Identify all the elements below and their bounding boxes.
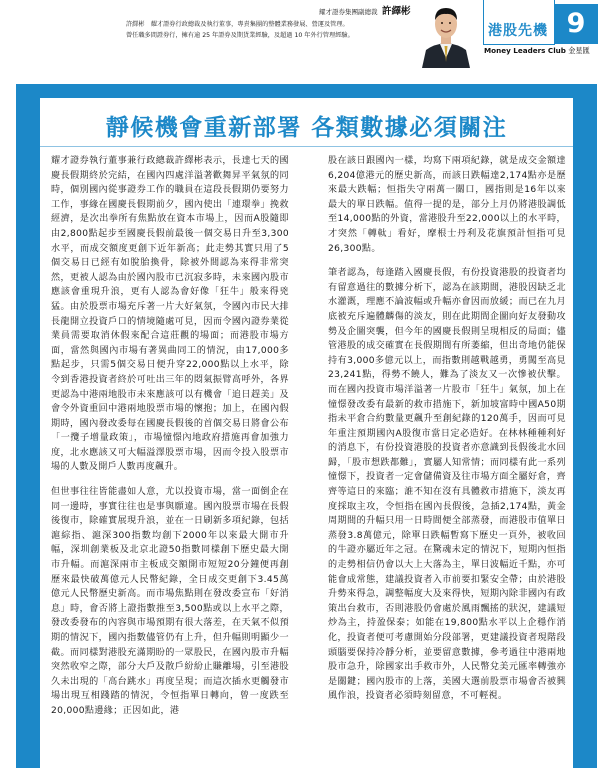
club-name-en: Money Leaders Club	[484, 46, 566, 55]
author-bio-line: 曾任職多間證券行，擁有逾 25 年證券及期貨業經驗，及超過 10 年外行管理經驗。	[126, 32, 354, 39]
section-header	[478, 0, 612, 58]
club-name-zh: 金星匯	[568, 46, 590, 55]
article-column-right	[328, 154, 566, 714]
page-header	[0, 0, 612, 72]
article-paragraph: 股在該日跟國內一樣，均寫下兩項紀錄，就是成交金額達6,204億港元的歷史新高，而該日跌幅達2,174點亦是歷來最大跌幅；恒指失守兩萬一關口，國指則是16年以來最大的單日跌幅。值得一提的是，部分上月仍將港股調低至14,000點的外資，當港股升至22,000以上的水平時，才突然「轉軚」看好，摩根士丹利及花旗預計恒指可見26,300點。	[328, 156, 566, 254]
article-column-left	[51, 154, 289, 729]
article-paragraph: 但世事往往皆能盡如人意，尤以投資市場，當一面倒企在同一邊時，事實往往也是事與願違。國內股票市場在長假後復市，除確實展現升浪，並在一日刷新多項紀錄，包括滬綜指、滬深300指數均創下2000年以來最大開市升幅，深圳創業板及北京北證50指數同樣創下歷史最大開市升幅。而滬深兩市主板成交額開市短短20分鐘便再創歷來最快破萬億元人民幣紀錄，全日成交更創下3.45萬億元人民幣歷史新高。而市場焦點則在發改委宣布「好消息」時，會否將上證指數推至3,500點或以上水平之際，發改委發布的內容與市場預期有很大落差，在天氣不似預期的情況下，國內指數儘管仍有上升，但升幅則明顯少一截。而同樣對港股充滿期盼的一眾股民，在國內股市升幅突然收窄之際，部分大戶及散戶紛紛止賺離場，引至港股久未出現的「高台跳水」再度呈現；而這次插水更觸發市場出現互相踐踏的情況，令恒指單日轉向，曾一度跌至20,000點邊緣；正因如此，港	[51, 487, 289, 716]
title-divider	[40, 146, 573, 147]
article-panel	[40, 98, 573, 768]
author-bio-line: 許繹彬 耀才證券行政總裁及執行董事，專責集團的整體業務發展、營運及管理。	[126, 21, 349, 28]
club-name	[484, 46, 590, 56]
article-frame	[16, 84, 597, 768]
author-role: 耀才證券集團副總裁	[319, 8, 378, 16]
section-title: 港股先機	[488, 23, 548, 39]
author-byline	[319, 3, 411, 17]
author-photo	[420, 0, 472, 68]
article-title: 靜候機會重新部署 各類數據必須關注	[105, 115, 508, 141]
article-paragraph: 筆者認為，每逢踏入國慶長假，有份投資港股的投資者均有留意過往的數據分析下，認為在該期間，港股因缺乏北水灌溉，理應不論波幅或升幅亦會因而放緩；而已在九月底被充斥遍體麟傷的淡友，則在此期間企圖向好友發動攻勢及企圖突襲，但今年的國慶長假則呈現相反的局面；儘管港股的成交確實在長假期間有所萎縮，但出奇地仍能保持有3,000多億元以上，而指數則越戰越勇，勇闖至高見23,241點，得勢不饒人，難為了淡友又一次慘被伏擊。而在國內投資市場洋溢著一片股市「狂牛」氣氛，加上在憧憬發改委有最新的救市措施下，新加坡富時中國A50期指未平倉合約數量更飆升至創紀錄的120萬手，因而可見年重注預期國內A股復市當日定必造好。在林林種種利好的消息下，有份投資港股的投資者亦意識到長假後北水回歸，「股市想跌都難」，實屬人知常情；而同樣有此一系列憧憬下，投資者一定會儲備資及往市場方面全屬好倉，齊齊等這日的來臨；誰不知在沒有具體救市措施下，淡友再度採取主攻，令恒指在國內長假後，急插2,174點，黃金周期間的升幅只用一日時間便全部蒸發，而港股市值單日蒸發3.8萬億元，除單日跌幅暫寫下歷史一頁外，被收回的牛證亦屬近年之冠。在驚魂未定的情況下，短期內恒指的走勢相信仍會以大上大落為主，單日波幅近千點，亦可能會成常態，建議投資者入市前要扣緊安全帶；由於港股升勢來得急，調整幅度大及來得快，短期內除非國內有政策出台救市，否則港股仍會處於風雨飄搖的狀況，建議短炒為主，持盈保泰；如能在19,800點水平以上企穩作消化，投資者便可考慮開始分段部署，更建議投資者現階段頭腦要保持冷靜分析，並要留意數據，參考過往中港兩地股市急升，除國家出手救市外，人民幣兌美元匯率轉強亦是關鍵；國內股市的上落，美國大選前股票市場會否被興風作浪，投資者必須時刻留意，不可輕視。	[328, 268, 566, 702]
page-number: 9	[554, 4, 598, 44]
author-name: 許繹彬	[382, 6, 411, 17]
article-paragraph: 耀才證券執行董事兼行政總裁許繹彬表示，長達七天的國慶長假期終於完結，在國內四處洋溢著歡舞昇平氣氛的同時，個別國內從事證券工作的職員在這段長假期仍要努力工作，事緣在國慶長假期前夕，國內使出「連環拳」挽救經濟，是次出拳所有焦點放在資本市場上，因而A股隨即由2,800點起步至國慶長假前最後一個交易日升至3,300水平，而成交額度更創下近年新高；此走勢其實只用了5個交易日已經有如脫胎換骨，除被外間認為來得非常突然，更被人認為由於國內股市已沉寂多時，未來國內股市應該會重現升浪，更有人認為會好像「狂牛」般來得兇猛。由於股票市場充斥著一片大好氣氛，令國內市民大排長龍開立投資戶口的情境隨處可見，因而令國內證券業從業員需要取消休假來配合這莊觀的場面；而港股市場方面，當然與國內市場有著異曲同工的情況，由17,000多點起步，只需5個交易日便升穿22,000點以上水平，除令到香港投資者終於可吐出三年的悶氣振臂高呼外，各界更認為中港兩地股市未來應該可以有機會「追日趕美」及會令外資重回中港兩地股票市場的懷抱；加上，在國內假期時，國內發改委每在國慶長假後的首個交易日將會公布「一攬子增量政策」，市場憧憬內地政府措施再會加強力度，北水應該又可大幅溢澤股票市場，因而令投入股票市場的人數及開戶人數再度飆升。	[51, 156, 289, 473]
